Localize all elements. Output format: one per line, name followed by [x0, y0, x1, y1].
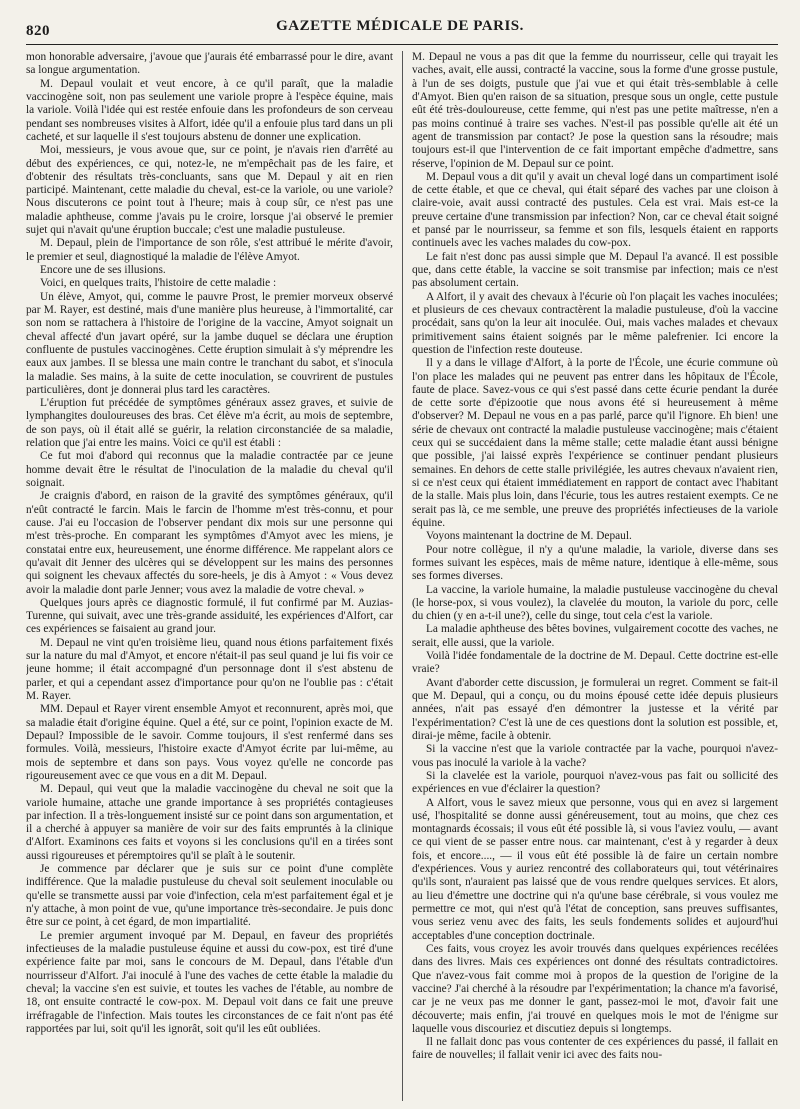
- paragraph: Pour notre collègue, il n'y a qu'une maladie, la variole, diverse dans ses formes suivant les espèces, mais de même nature, identique à elle-même, sous ses formes diverses.: [412, 543, 778, 583]
- paragraph: M. Depaul ne vint qu'en troisième lieu, quand nous étions parfaitement fixés sur la nature du mal d'Amyot, et encore n'était-il pas seul quand je lui fis voir ce jeune homme; il était accompagné d'un personnage dont il s'est abstenu de parler, et qui a cependant assez d'importance pour qu'on ne l'oublie pas : c'était M. Rayer.: [26, 636, 393, 702]
- paragraph: L'éruption fut précédée de symptômes généraux assez graves, et suivie de lymphangites douloureuses des bras. Cet élève m'a écrit, au mois de septembre, de son pays, où il était allé se guérir, la relation circonstanciée de sa maladie, relation que j'ai entre les mains. Voici ce qu'il est établi :: [26, 397, 393, 450]
- paragraph: La vaccine, la variole humaine, la maladie pustuleuse vaccinogène du cheval (le horse-pox, si vous voulez), la clavelée du mouton, la variole du porc, celle du chien (y en a-t-il une?), celle du singe, tout cela c'est la variole.: [412, 583, 778, 623]
- left-column: [26, 51, 402, 1101]
- paragraph: M. Depaul voulait et veut encore, à ce qu'il paraît, que la maladie vaccinogène soit, non pas seulement une variole propre à l'espèce équine, mais la variole. Voilà l'idée qui est restée enfouie dans les profondeurs de son cerveau pendant ses nombreuses visites à Alfort, idée qu'il a enfouie plus tard dans un pli cacheté, et sur laquelle il s'est toujours abstenu de donner une explication.: [26, 77, 393, 143]
- paragraph: Quelques jours après ce diagnostic formulé, il fut confirmé par M. Auzias-Turenne, qui suivait, avec une très-grande assiduité, les expériences d'Alfort, car ces expériences se faisaient au grand jour.: [26, 596, 393, 636]
- paragraph: Moi, messieurs, je vous avoue que, sur ce point, je n'avais rien d'arrêté au début des expériences, ce qui, notez-le, ne m'empêchait pas de les faire, et d'obtenir des résultats très-concluants, sans que M. Depaul y ait en rien participé. Maintenant, cette maladie du cheval, est-ce la variole, ou une variole? Nous discuterons ce point tout à l'heure; mais à coup sûr, ce n'est pas une maladie aphtheuse, comme j'avais pu le croire, lorsque j'ai observé le premier sujet qui n'avait qu'une éruption buccale; c'est une maladie pustuleuse.: [26, 144, 393, 237]
- paragraph: Le premier argument invoqué par M. Depaul, en faveur des propriétés infectieuses de la maladie pustuleuse équine et aussi du cow-pox, est tiré d'une expérience faite par moi, sans le concours de M. Depaul, dans l'étable d'un nourrisseur d'Alfort. J'ai inoculé à l'une des vaches de cette étable la maladie du cheval; la vaccine s'en est suivie, et toutes les vaches de l'étable, au nombre de 18, ont ensuite contracté le cow-pox. M. Depaul voit dans ce fait une preuve irréfragable de l'infection. Mais toutes les circonstances de ce fait n'ont pas été rapportées par lui, soit qu'il les ignorât, soit qu'il les eût oubliées.: [26, 929, 393, 1035]
- running-head: GAZETTE MÉDICALE DE PARIS.: [276, 18, 524, 34]
- paragraph: MM. Depaul et Rayer virent ensemble Amyot et reconnurent, après moi, que sa maladie était d'origine équine. Quel a été, sur ce point, l'opinion exacte de M. Depaul? Impossible de le savoir. Comme toujours, il s'est renfermé dans ses formules. Voilà, messieurs, l'histoire exacte d'Amyot écrite par lui-même, au mois de septembre et dans son pays. Vous voyez qu'elle ne concorde pas rigoureusement avec ce que vous en a dit M. Depaul.: [26, 703, 393, 782]
- paragraph: M. Depaul, qui veut que la maladie vaccinogène du cheval ne soit que la variole humaine, attache une grande importance à ses propriétés contagieuses par infection. Il a très-longuement insisté sur ce point dans son argumentation, et il a cherché à appuyer sa manière de voir sur des faits empruntés à la clinique d'Alfort. Examinons ces faits et voyons si les conclusions qu'il en a tirées sont aussi rigoureuses et péremptoires qu'il se plaît à le soutenir.: [26, 783, 393, 862]
- paragraph: Voilà l'idée fondamentale de la doctrine de M. Depaul. Cette doctrine est-elle vraie?: [412, 650, 778, 676]
- page-number: 820: [26, 23, 50, 39]
- paragraph: A Alfort, vous le savez mieux que personne, vous qui en avez si largement usé, l'hospitalité se donne aussi généreusement, tout au moins, que chez ces montagnards écossais; il vous eût été possible là, si vous l'aviez voulu, — avant ce qui vient de se passer entre nous. car maintenant, c'est à y regarder à deux fois, et encore...., — il vous eût été possible là de faire un certain nombre d'expériences. Vous y auriez rencontré des collaborateurs qui, tout vétérinaires qu'ils sont, n'auraient pas laissé que de vous rendre quelques services. Et alors, au lieu d'émettre une doctrine qui n'a qu'une base cérébrale, si vous voulez me permettre ce mot, qui n'est qu'à l'état de conception, sans preuves suffisantes, vous seriez venu avec des faits, les seuls fondements solides et aujourd'hui acceptables d'une conception doctrinale.: [412, 796, 778, 942]
- paragraph: Ces faits, vous croyez les avoir trouvés dans quelques expériences recélées dans des livres. Mais ces expériences ont donné des résultats contradictoires. Que n'avez-vous fait comme moi à propos de la question de l'origine de la vaccine? J'ai cherché à la résoudre par l'expérimentation; la chance m'a favorisé, car je ne veux pas me donner le gant, passez-moi le mot, d'avoir fait une découverte; mais enfin, j'ai trouvé en quelques mois le mot de l'énigme sur laquelle vous discouriez et discutiez depuis si longtemps.: [412, 942, 778, 1035]
- page-header: [26, 0, 778, 45]
- paragraph: Avant d'aborder cette discussion, je formulerai un regret. Comment se fait-il que M. Depaul, qui a conçu, ou du moins épousé cette idée depuis plusieurs années, n'ait pas essayé d'en démontrer la justesse et la vérité par l'expérimentation? C'est là une de ces questions dont la solution est possible, et, dirai-je même, facile à obtenir.: [412, 676, 778, 742]
- paragraph: M. Depaul, plein de l'importance de son rôle, s'est attribué le mérite d'avoir, le premier et seul, diagnostiqué la maladie de l'élève Amyot.: [26, 237, 393, 263]
- article-columns: [26, 51, 778, 1101]
- paragraph: La maladie aphtheuse des bêtes bovines, vulgairement cocotte des vaches, ne serait, elle aussi, que la variole.: [412, 623, 778, 649]
- paragraph: Ce fut moi d'abord qui reconnus que la maladie contractée par ce jeune homme devait être le résultat de l'inoculation de la maladie du cheval qu'il soignait.: [26, 450, 393, 489]
- paragraph: Un élève, Amyot, qui, comme le pauvre Prost, le premier morveux observé par M. Rayer, est destiné, mais d'une manière plus heureuse, à l'immortalité, car son nom se rattachera à l'histoire de l'origine de la vaccine, Amyot soignait un cheval affecté d'un javart opéré, sur la jambe duquel se déclara une éruption confluente de pustules vaccinogènes. Cette éruption simulait à s'y méprendre les eaux aux jambes. Il se blessa une main contre le tranchant du sabot, et s'inocula la maladie. Ses mains, à la suite de cette inoculation, se couvrirent de pustules particulières, dont je donnerai plus tard les caractères.: [26, 290, 393, 396]
- right-column: [402, 51, 778, 1101]
- paragraph: M. Depaul vous a dit qu'il y avait un cheval logé dans un compartiment isolé de cette étable, et que ce cheval, qui était séparé des vaches par une cloison à claire-voie, avait aussi contracté des pustules. Cela est vrai. Mais est-ce la preuve certaine d'une transmission par infection? Non, car ce cheval était soigné et pansé par le nourrisseur, sa femme et son fils, lesquels étaient en rapports continuels avec les vaches malades du cow-pox.: [412, 170, 778, 250]
- paragraph: Encore une de ses illusions.: [40, 264, 166, 276]
- paragraph: Il ne fallait donc pas vous contenter de ces expériences du passé, il fallait en faire de nouvelles; il fallait venir ici avec des faits nou-: [412, 1036, 778, 1062]
- paragraph: Il y a dans le village d'Alfort, à la porte de l'École, une écurie commune où l'on place les malades qui ne peuvent pas entrer dans les hôpitaux de l'École, faute de place. Savez-vous ce qui s'est passé dans cette écurie pendant la durée de cette sorte d'épizootie que nous avons été si heureusement à même d'observer? M. Depaul ne vous en a pas parlé, parce qu'il l'ignore. Eh bien! une série de chevaux ont contracté la maladie pustuleuse vaccinogène; mais c'étaient ceux qui se succédaient dans la même stalle; cette maladie étant aussi bénigne que possible, j'ai laissé exprès l'expérience se continuer pendant plusieurs semaines. En dehors de cette stalle privilégiée, les autres chevaux n'avaient rien, si ce n'est ceux qui étaient immédiatement en rapport de contact avec l'habitant de la stalle. Mais plus loin, dans l'écurie, tous les autres restaient exempts. Ce ne serait pas là, ce me semble, une preuve des propriétés infectieuses de la variole équine.: [412, 357, 778, 529]
- paragraph: mon honorable adversaire, j'avoue que j'aurais été embarrassé pour le dire, avant sa longue argumentation.: [26, 51, 393, 77]
- paragraph: Le fait n'est donc pas aussi simple que M. Depaul l'a avancé. Il est possible que, dans cette étable, la vaccine se soit transmise par infection; mais ce n'est pas absolument certain.: [412, 250, 778, 290]
- paragraph: Je craignis d'abord, en raison de la gravité des symptômes généraux, qu'il n'eût contracté le farcin. Mais le farcin de l'homme m'est très-connu, et pour cause. J'ai eu l'occasion de l'observer pendant dix mois sur une personne qui m'est très-proche. En comparant les symptômes d'Amyot avec les miens, je constatai entre eux, heureusement, une énorme différence. Me rappelant alors ce qu'avait dit Jenner des ulcères qui se développent sur les mains des personnes qui soignent les chevaux affectés du sore-heels, je dis à Amyot : « Vous devez avoir la maladie dont parle Jenner; vous avez la maladie de votre cheval. »: [26, 490, 393, 596]
- paragraph: M. Depaul ne vous a pas dit que la femme du nourrisseur, celle qui trayait les vaches, avait, elle aussi, contracté la vaccine, sous la forme d'une grosse pustule, à l'un de ses doigts, pustule que j'ai vue et qui était très-semblable à celle d'Amyot. Bien qu'en raison de sa situation, presque sous un ongle, cette pustule eût été très-douloureuse, cette femme, qui n'est pas une petite maîtresse, n'en a pas moins continué à traire ses vaches. N'est-il pas possible qu'elle ait été un agent de transmission par contact? Je pose la question sans la résoudre; mais toujours est-il que l'intervention de ce fait important empêche d'admettre, sans réserve, l'opinion de M. Depaul sur ce point.: [412, 51, 778, 170]
- paragraph: Je commence par déclarer que je suis sur ce point d'une complète indifférence. Que la maladie pustuleuse du cheval soit seulement inoculable ou qu'elle se transmette aussi par voie d'infection, cela m'est parfaitement égal et je n'y attache, à mon point de vue, qu'une importance très-secondaire. Je puis donc être sur ce point, à cet égard, de mon impartialité.: [26, 863, 393, 929]
- paragraph: Voyons maintenant la doctrine de M. Depaul.: [426, 530, 632, 543]
- paragraph: Si la clavelée est la variole, pourquoi n'avez-vous pas fait ou sollicité des expériences en vue d'éclairer la question?: [412, 769, 778, 796]
- paragraph: Si la vaccine n'est que la variole contractée par la vache, pourquoi n'avez-vous pas inoculé la variole à la vache?: [412, 743, 778, 769]
- paragraph: Voici, en quelques traits, l'histoire de cette maladie :: [40, 277, 277, 290]
- paragraph: A Alfort, il y avait des chevaux à l'écurie où l'on plaçait les vaches inoculées; et plusieurs de ces chevaux contractèrent la maladie pustuleuse, d'où la vaccine procédait, sans qu'on la leur ait inoculée. Oui, mais vaches malades et chevaux primitivement sains étaient soignés par le même palefrenier. Ici encore la question de l'infection reste douteuse.: [412, 290, 778, 356]
